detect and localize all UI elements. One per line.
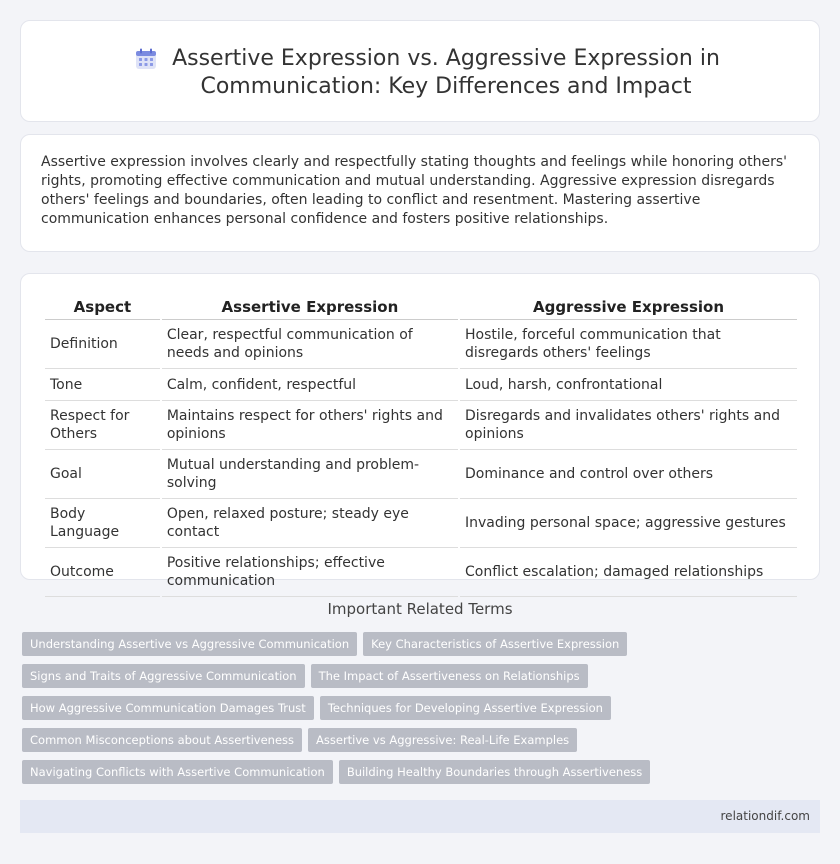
table-row — [45, 499, 797, 548]
related-tag[interactable]: Techniques for Developing Assertive Expression — [320, 696, 611, 720]
related-tags — [22, 632, 812, 792]
intro-paragraph: Assertive expression involves clearly and respectfully stating thoughts and feelings while honoring others' rights, promoting effective communication and mutual understanding. Aggressive expression disregards others' feelings and boundaries, often leading to conflict and resentment. Mastering assertive communication enhances personal confidence and fosters positive relationships. — [41, 154, 787, 227]
table-cell: Tone — [45, 369, 160, 401]
table-cell: Body Language — [45, 499, 160, 548]
table-cell: Maintains respect for others' rights and opinions — [162, 401, 458, 450]
table-row — [45, 320, 797, 369]
header-aggressive: Aggressive Expression — [460, 294, 797, 320]
related-tag[interactable]: Assertive vs Aggressive: Real-Life Examples — [308, 728, 577, 752]
tag-row — [22, 632, 812, 656]
related-tag[interactable]: How Aggressive Communication Damages Trust — [22, 696, 314, 720]
title-card — [20, 20, 820, 122]
intro-card — [20, 134, 820, 252]
table-header-row — [45, 294, 797, 320]
table-row — [45, 369, 797, 401]
table-cell: Invading personal space; aggressive gestures — [460, 499, 797, 548]
related-tag[interactable]: Common Misconceptions about Assertiveness — [22, 728, 302, 752]
comparison-table — [43, 294, 799, 597]
footer — [20, 800, 820, 833]
table-cell: Open, relaxed posture; steady eye contact — [162, 499, 458, 548]
related-terms-heading: Important Related Terms — [327, 600, 513, 618]
table-cell: Clear, respectful communication of needs and opinions — [162, 320, 458, 369]
table-row — [45, 401, 797, 450]
related-tag[interactable]: Building Healthy Boundaries through Assertiveness — [339, 760, 650, 784]
table-cell: Respect for Others — [45, 401, 160, 450]
table-row — [45, 548, 797, 597]
table-cell: Mutual understanding and problem-solving — [162, 450, 458, 499]
tag-row — [22, 664, 812, 688]
table-cell: Hostile, forceful communication that disregards others' feelings — [460, 320, 797, 369]
table-cell: Dominance and control over others — [460, 450, 797, 499]
table-cell: Positive relationships; effective communication — [162, 548, 458, 597]
table-cell: Goal — [45, 450, 160, 499]
footer-site-name[interactable]: relationdif.com — [720, 809, 810, 823]
related-tag[interactable]: Key Characteristics of Assertive Expression — [363, 632, 627, 656]
tag-row — [22, 696, 812, 720]
comparison-table-card — [20, 273, 820, 589]
table-cell: Definition — [45, 320, 160, 369]
header-aspect: Aspect — [45, 294, 160, 320]
tag-row — [22, 728, 812, 752]
tag-row — [22, 760, 812, 784]
table-row — [45, 450, 797, 499]
table-cell: Conflict escalation; damaged relationships — [460, 548, 797, 597]
table-cell: Outcome — [45, 548, 160, 597]
table-cell: Loud, harsh, confrontational — [460, 369, 797, 401]
table-cell: Calm, confident, respectful — [162, 369, 458, 401]
related-tag[interactable]: Understanding Assertive vs Aggressive Communication — [22, 632, 357, 656]
table-cell: Disregards and invalidates others' rights and opinions — [460, 401, 797, 450]
related-tag[interactable]: Signs and Traits of Aggressive Communication — [22, 664, 305, 688]
header-assertive: Assertive Expression — [162, 294, 458, 320]
related-tag[interactable]: The Impact of Assertiveness on Relationships — [311, 664, 588, 688]
page-title: Assertive Expression vs. Aggressive Expression in Communication: Key Differences and Impact — [172, 46, 720, 99]
related-tag[interactable]: Navigating Conflicts with Assertive Communication — [22, 760, 333, 784]
